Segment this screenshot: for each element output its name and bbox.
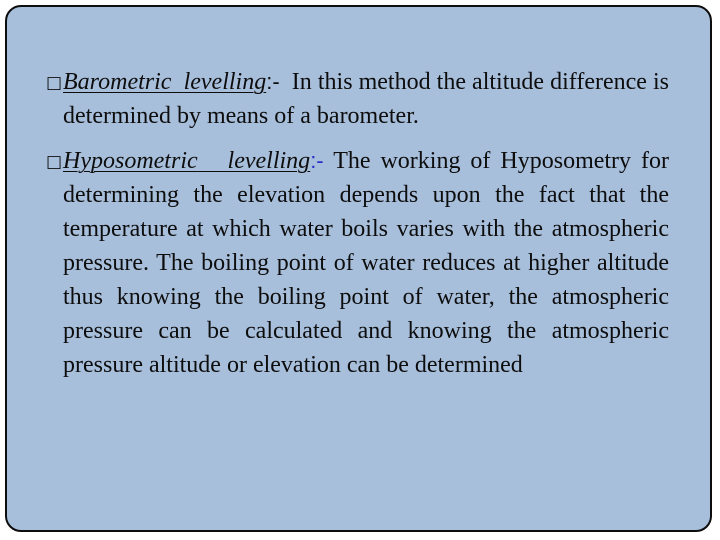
bullet-square-icon: □	[46, 73, 63, 93]
term-separator: :-	[266, 69, 280, 94]
bullet-hyposometric-levelling	[46, 144, 669, 382]
term-word-2: levelling	[227, 148, 311, 174]
term-word-2: levelling	[183, 69, 267, 95]
bullet-text: The working of Hyposometry for determining the elevation depends upon the fact that the temperature at which water boils varies with the atmospheric pressure. The boiling point of water reduces at higher altitude thus knowing the boiling point of water, the atmospheric pressure can be calculated and knowing the atmospheric pressure altitude or elevation can be determined	[63, 148, 669, 378]
bullet-text: In this method the altitude difference is determined by means of a barometer.	[63, 69, 669, 129]
bullet-barometric-levelling	[46, 65, 669, 133]
bullet-square-icon: □	[46, 152, 63, 172]
term-word-1: Hyposometric	[63, 148, 198, 174]
term-word-1: Barometric	[63, 69, 172, 95]
term-separator: :-	[310, 148, 324, 173]
term-hyposometric-levelling	[63, 148, 310, 174]
term-barometric-levelling	[63, 69, 266, 95]
